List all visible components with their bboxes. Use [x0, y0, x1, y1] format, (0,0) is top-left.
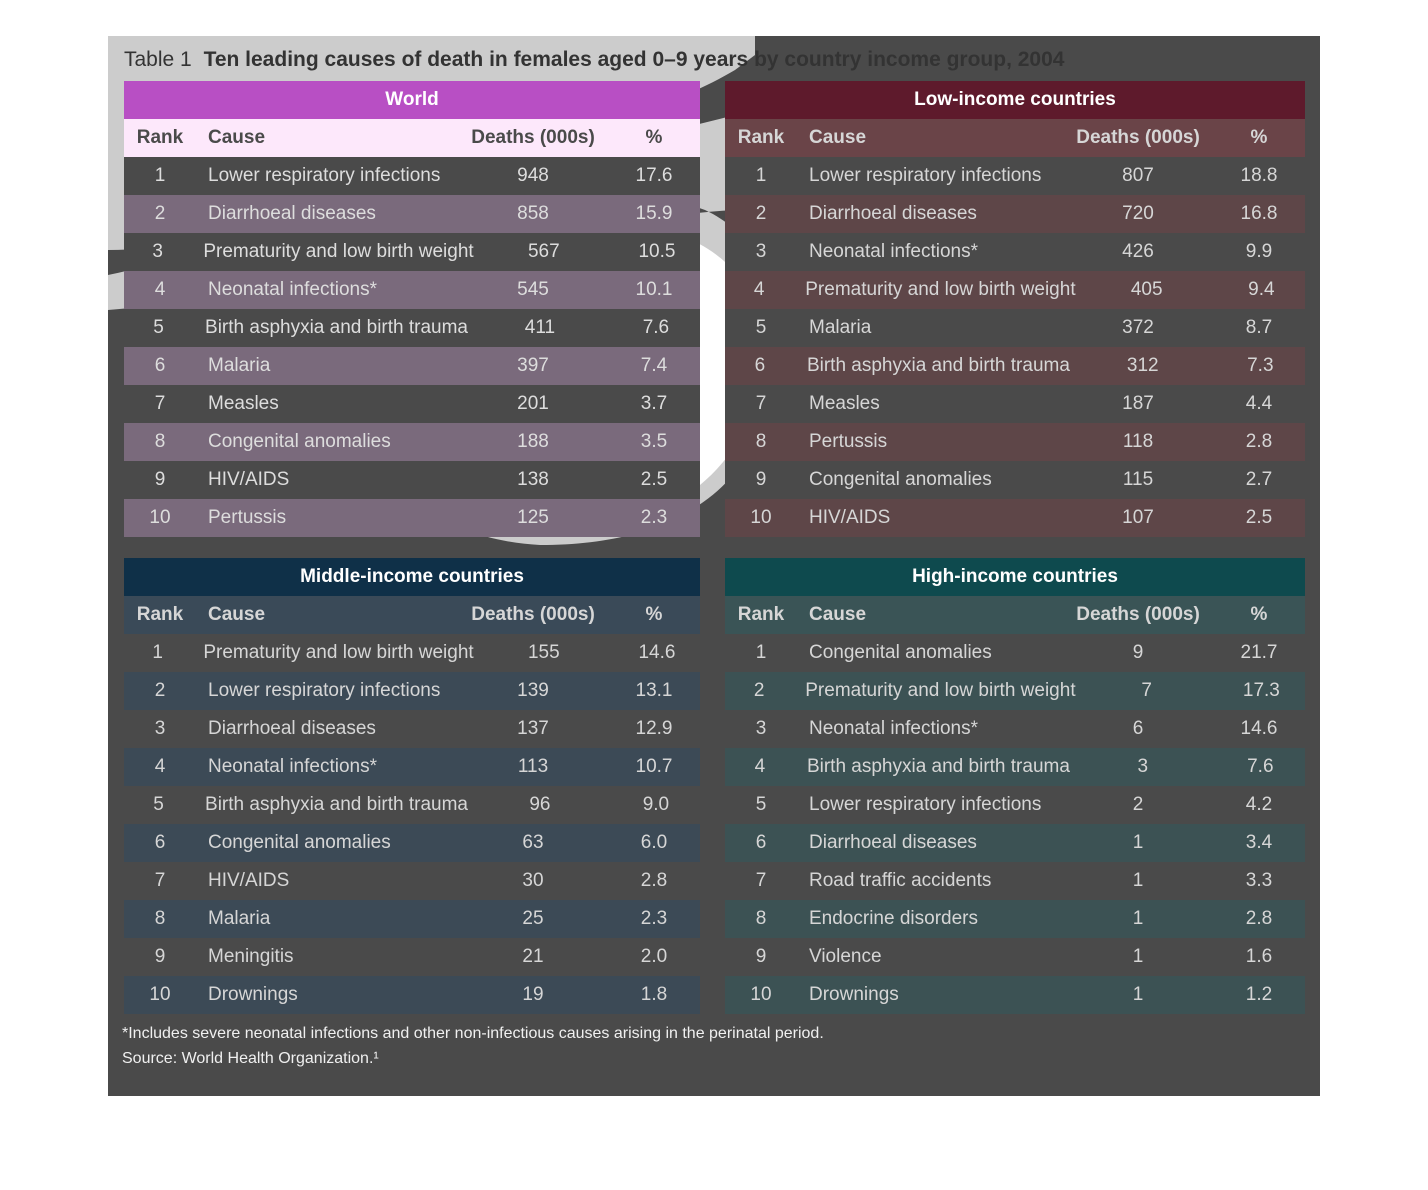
table-row	[725, 309, 1305, 347]
cell-rank: 6	[154, 355, 166, 376]
cell-rank: 10	[750, 984, 772, 1005]
cell-cause: Drownings	[809, 984, 899, 1005]
cell-deaths: 720	[1122, 203, 1154, 224]
cell-pct: 7.4	[640, 355, 668, 376]
cell-deaths: 397	[517, 355, 549, 376]
cell-cause: Diarrhoeal diseases	[809, 832, 977, 853]
table-row	[124, 309, 700, 347]
cell-deaths: 125	[517, 507, 549, 528]
high-income-table	[725, 558, 1305, 1014]
cell-pct: 13.1	[635, 680, 673, 701]
cell-rank: 5	[153, 317, 164, 338]
cell-rank: 2	[755, 203, 767, 224]
cell-rank: 9	[755, 469, 767, 490]
cell-rank: 8	[154, 908, 166, 929]
column-header-row	[124, 119, 700, 157]
cell-deaths: 201	[517, 393, 549, 414]
cell-pct: 14.6	[1240, 718, 1278, 739]
cell-cause: Lower respiratory infections	[208, 680, 441, 701]
cell-pct: 9.4	[1248, 279, 1275, 300]
cell-deaths: 567	[527, 241, 560, 262]
column-header-cause: Cause	[208, 604, 266, 625]
table-row	[725, 824, 1305, 862]
cell-rank: 2	[154, 203, 166, 224]
cell-pct: 1.8	[640, 984, 668, 1005]
cell-cause: Neonatal infections*	[809, 241, 978, 262]
cell-deaths: 155	[527, 642, 560, 663]
cell-cause: Congenital anomalies	[809, 469, 992, 490]
cell-cause: Prematurity and low birth weight	[203, 241, 474, 262]
cell-rank: 6	[154, 832, 166, 853]
table-row	[725, 710, 1305, 748]
cell-pct: 7.6	[1247, 756, 1274, 777]
cell-cause: Neonatal infections*	[208, 756, 377, 777]
cell-deaths: 188	[517, 431, 549, 452]
cell-pct: 9.0	[642, 794, 670, 815]
cell-cause: Prematurity and low birth weight	[805, 680, 1076, 701]
cell-cause: Malaria	[208, 908, 271, 929]
table-row	[124, 938, 700, 976]
cell-cause: Birth asphyxia and birth trauma	[205, 794, 468, 815]
table-row	[124, 976, 700, 1014]
cell-cause: Congenital anomalies	[208, 431, 391, 452]
cell-rank: 4	[154, 279, 166, 300]
table-row	[124, 271, 700, 309]
cell-pct: 4.2	[1245, 794, 1273, 815]
column-header-deaths: Deaths (000s)	[471, 127, 595, 148]
cell-cause: HIV/AIDS	[208, 469, 290, 490]
cell-cause: Pertussis	[208, 507, 287, 528]
cell-cause: Diarrhoeal diseases	[809, 203, 977, 224]
cell-cause: Endocrine disorders	[809, 908, 978, 929]
cell-cause: Meningitis	[208, 946, 294, 967]
column-header-cause: Cause	[809, 604, 867, 625]
table-heading: Low-income countries	[725, 81, 1305, 119]
cell-pct: 10.1	[635, 279, 673, 300]
cell-cause: HIV/AIDS	[208, 870, 290, 891]
cell-rank: 5	[755, 317, 767, 338]
table-row	[725, 157, 1305, 195]
cell-pct: 2.8	[1245, 431, 1273, 452]
cell-rank: 9	[755, 946, 767, 967]
cell-pct: 2.5	[640, 469, 668, 490]
table-row	[725, 900, 1305, 938]
table-row	[725, 499, 1305, 537]
cell-deaths: 1	[1132, 870, 1144, 891]
cell-pct: 2.8	[640, 870, 668, 891]
table-row	[725, 862, 1305, 900]
cell-pct: 2.5	[1245, 507, 1273, 528]
column-header-rank: Rank	[136, 127, 184, 148]
cell-deaths: 7	[1141, 680, 1152, 701]
table-row	[725, 976, 1305, 1014]
cell-pct: 10.5	[638, 241, 676, 262]
column-header-deaths: Deaths (000s)	[1076, 604, 1200, 625]
column-header-pct: %	[1250, 127, 1268, 148]
column-header-pct: %	[645, 127, 663, 148]
table-row	[124, 672, 700, 710]
low-income-table	[725, 81, 1305, 537]
cell-pct: 7.6	[642, 317, 670, 338]
table-row	[725, 634, 1305, 672]
cell-rank: 4	[753, 279, 765, 300]
cell-deaths: 312	[1126, 355, 1159, 376]
cell-rank: 8	[755, 431, 767, 452]
cell-deaths: 426	[1122, 241, 1154, 262]
cell-cause: Measles	[809, 393, 880, 414]
cell-rank: 9	[154, 469, 166, 490]
column-header-rank: Rank	[737, 127, 785, 148]
cell-deaths: 187	[1122, 393, 1154, 414]
table-row	[124, 786, 700, 824]
cell-pct: 8.7	[1245, 317, 1273, 338]
cell-rank: 10	[750, 507, 772, 528]
table-row	[725, 347, 1305, 385]
cell-cause: Neonatal infections*	[809, 718, 978, 739]
cell-pct: 3.7	[640, 393, 668, 414]
cell-rank: 3	[755, 241, 767, 262]
column-header-cause: Cause	[809, 127, 867, 148]
cell-deaths: 372	[1122, 317, 1154, 338]
table-row	[725, 233, 1305, 271]
cell-rank: 8	[755, 908, 767, 929]
cell-rank: 8	[154, 431, 166, 452]
cell-cause: Congenital anomalies	[809, 642, 992, 663]
column-header-pct: %	[1250, 604, 1268, 625]
cell-rank: 2	[154, 680, 166, 701]
cell-deaths: 30	[522, 870, 544, 891]
table-row	[124, 347, 700, 385]
cell-rank: 4	[754, 756, 766, 777]
cell-pct: 4.4	[1245, 393, 1273, 414]
table-row	[124, 862, 700, 900]
cell-cause: Drownings	[208, 984, 298, 1005]
cell-rank: 7	[154, 393, 166, 414]
cell-deaths: 858	[517, 203, 549, 224]
table-row	[124, 824, 700, 862]
table-title	[124, 44, 1064, 76]
cell-pct: 10.7	[635, 756, 673, 777]
cell-rank: 3	[152, 241, 163, 262]
cell-rank: 9	[154, 946, 166, 967]
table-row	[124, 423, 700, 461]
cell-cause: Measles	[208, 393, 279, 414]
cell-deaths: 138	[517, 469, 549, 490]
cell-pct: 9.9	[1245, 241, 1273, 262]
cell-deaths: 9	[1132, 642, 1144, 663]
cell-rank: 2	[753, 680, 765, 701]
cell-cause: Malaria	[809, 317, 872, 338]
cell-pct: 16.8	[1240, 203, 1278, 224]
cell-rank: 10	[149, 507, 171, 528]
cell-deaths: 411	[524, 317, 556, 338]
table-heading: Middle-income countries	[124, 558, 700, 596]
cell-deaths: 139	[517, 680, 549, 701]
column-header-rank: Rank	[136, 604, 184, 625]
cell-pct: 3.5	[640, 431, 668, 452]
cell-pct: 14.6	[638, 642, 676, 663]
cell-cause: Lower respiratory infections	[809, 794, 1042, 815]
cell-pct: 18.8	[1240, 165, 1278, 186]
footnote: *Includes severe neonatal infections and other non-infectious causes arising in the perinatal period.	[122, 1025, 824, 1042]
cell-deaths: 1	[1132, 832, 1144, 853]
cell-deaths: 115	[1122, 469, 1154, 490]
cell-pct: 7.3	[1247, 355, 1274, 376]
cell-deaths: 405	[1130, 279, 1163, 300]
cell-cause: Birth asphyxia and birth trauma	[806, 355, 1070, 376]
cell-pct: 1.6	[1245, 946, 1273, 967]
column-header-deaths: Deaths (000s)	[471, 604, 595, 625]
world-table	[124, 81, 700, 537]
cell-cause: Neonatal infections*	[208, 279, 377, 300]
table-row	[725, 786, 1305, 824]
cell-cause: Lower respiratory infections	[208, 165, 441, 186]
cell-pct: 6.0	[640, 832, 668, 853]
cell-pct: 3.4	[1245, 832, 1273, 853]
cell-pct: 17.6	[635, 165, 673, 186]
cell-deaths: 118	[1122, 431, 1154, 452]
cell-deaths: 113	[517, 756, 549, 777]
cell-pct: 2.8	[1245, 908, 1273, 929]
cell-pct: 2.0	[640, 946, 668, 967]
cell-pct: 21.7	[1240, 642, 1278, 663]
cell-rank: 1	[154, 165, 166, 186]
cell-rank: 1	[152, 642, 163, 663]
cell-deaths: 137	[517, 718, 549, 739]
cell-pct: 2.3	[640, 908, 668, 929]
cell-pct: 2.3	[640, 507, 668, 528]
cell-rank: 5	[153, 794, 164, 815]
table-row	[124, 499, 700, 537]
table-row	[124, 634, 700, 672]
cell-deaths: 25	[522, 908, 544, 929]
column-header-cause: Cause	[208, 127, 266, 148]
table-title-text: Ten leading causes of death in females aged 0–9 years by country income group, 2004	[203, 48, 1065, 71]
table-row	[124, 461, 700, 499]
cell-rank: 10	[149, 984, 171, 1005]
cell-rank: 7	[755, 393, 767, 414]
cell-deaths: 19	[522, 984, 544, 1005]
table-row	[725, 461, 1305, 499]
cell-deaths: 21	[522, 946, 544, 967]
cell-pct: 2.7	[1245, 469, 1273, 490]
cell-cause: Violence	[809, 946, 882, 967]
table-row	[725, 748, 1305, 786]
cell-deaths: 1	[1132, 984, 1144, 1005]
cell-deaths: 3	[1137, 756, 1149, 777]
cell-cause: HIV/AIDS	[809, 507, 891, 528]
cell-deaths: 545	[517, 279, 549, 300]
source-note: Source: World Health Organization.¹	[122, 1050, 379, 1067]
cell-rank: 7	[154, 870, 166, 891]
cell-pct: 15.9	[635, 203, 673, 224]
cell-rank: 3	[755, 718, 767, 739]
cell-deaths: 2	[1132, 794, 1144, 815]
cell-rank: 4	[154, 756, 166, 777]
cell-pct: 1.2	[1245, 984, 1273, 1005]
column-header-row	[725, 596, 1305, 634]
cell-cause: Diarrhoeal diseases	[208, 718, 376, 739]
cell-cause: Pertussis	[809, 431, 888, 452]
table-row	[725, 423, 1305, 461]
table-row	[124, 900, 700, 938]
cell-pct: 3.3	[1245, 870, 1273, 891]
cell-deaths: 107	[1122, 507, 1154, 528]
cell-cause: Birth asphyxia and birth trauma	[205, 317, 468, 338]
cell-cause: Congenital anomalies	[208, 832, 391, 853]
cell-cause: Prematurity and low birth weight	[203, 642, 474, 663]
cell-rank: 6	[755, 832, 767, 853]
cell-deaths: 807	[1122, 165, 1154, 186]
column-header-rank: Rank	[737, 604, 785, 625]
middle-income-table	[124, 558, 700, 1014]
table-heading: High-income countries	[725, 558, 1305, 596]
table-row	[124, 385, 700, 423]
column-header-row	[124, 596, 700, 634]
table-row	[124, 157, 700, 195]
cell-cause: Birth asphyxia and birth trauma	[806, 756, 1070, 777]
cell-cause: Prematurity and low birth weight	[805, 279, 1076, 300]
cell-deaths: 6	[1132, 718, 1144, 739]
table-row	[725, 195, 1305, 233]
cell-deaths: 96	[529, 794, 551, 815]
cell-deaths: 1	[1132, 946, 1144, 967]
cell-rank: 5	[755, 794, 767, 815]
table-row	[124, 710, 700, 748]
cell-rank: 3	[154, 718, 166, 739]
cell-pct: 12.9	[635, 718, 673, 739]
cell-cause: Diarrhoeal diseases	[208, 203, 376, 224]
table-row	[124, 233, 700, 271]
cell-rank: 1	[755, 642, 767, 663]
table-row	[725, 938, 1305, 976]
table-row	[124, 748, 700, 786]
cell-cause: Malaria	[208, 355, 271, 376]
cell-rank: 6	[754, 355, 766, 376]
column-header-row	[725, 119, 1305, 157]
cell-rank: 7	[755, 870, 767, 891]
column-header-pct: %	[645, 604, 663, 625]
table-row	[725, 672, 1305, 710]
table-heading: World	[124, 81, 700, 119]
cell-deaths: 1	[1132, 908, 1144, 929]
table-row	[725, 385, 1305, 423]
table-row	[725, 271, 1305, 309]
cell-cause: Lower respiratory infections	[809, 165, 1042, 186]
table-title-label: Table 1	[124, 48, 192, 71]
cell-rank: 1	[755, 165, 767, 186]
table-row	[124, 195, 700, 233]
cell-cause: Road traffic accidents	[809, 870, 992, 891]
cell-deaths: 63	[522, 832, 544, 853]
column-header-deaths: Deaths (000s)	[1076, 127, 1200, 148]
cell-deaths: 948	[517, 165, 549, 186]
cell-pct: 17.3	[1242, 680, 1280, 701]
